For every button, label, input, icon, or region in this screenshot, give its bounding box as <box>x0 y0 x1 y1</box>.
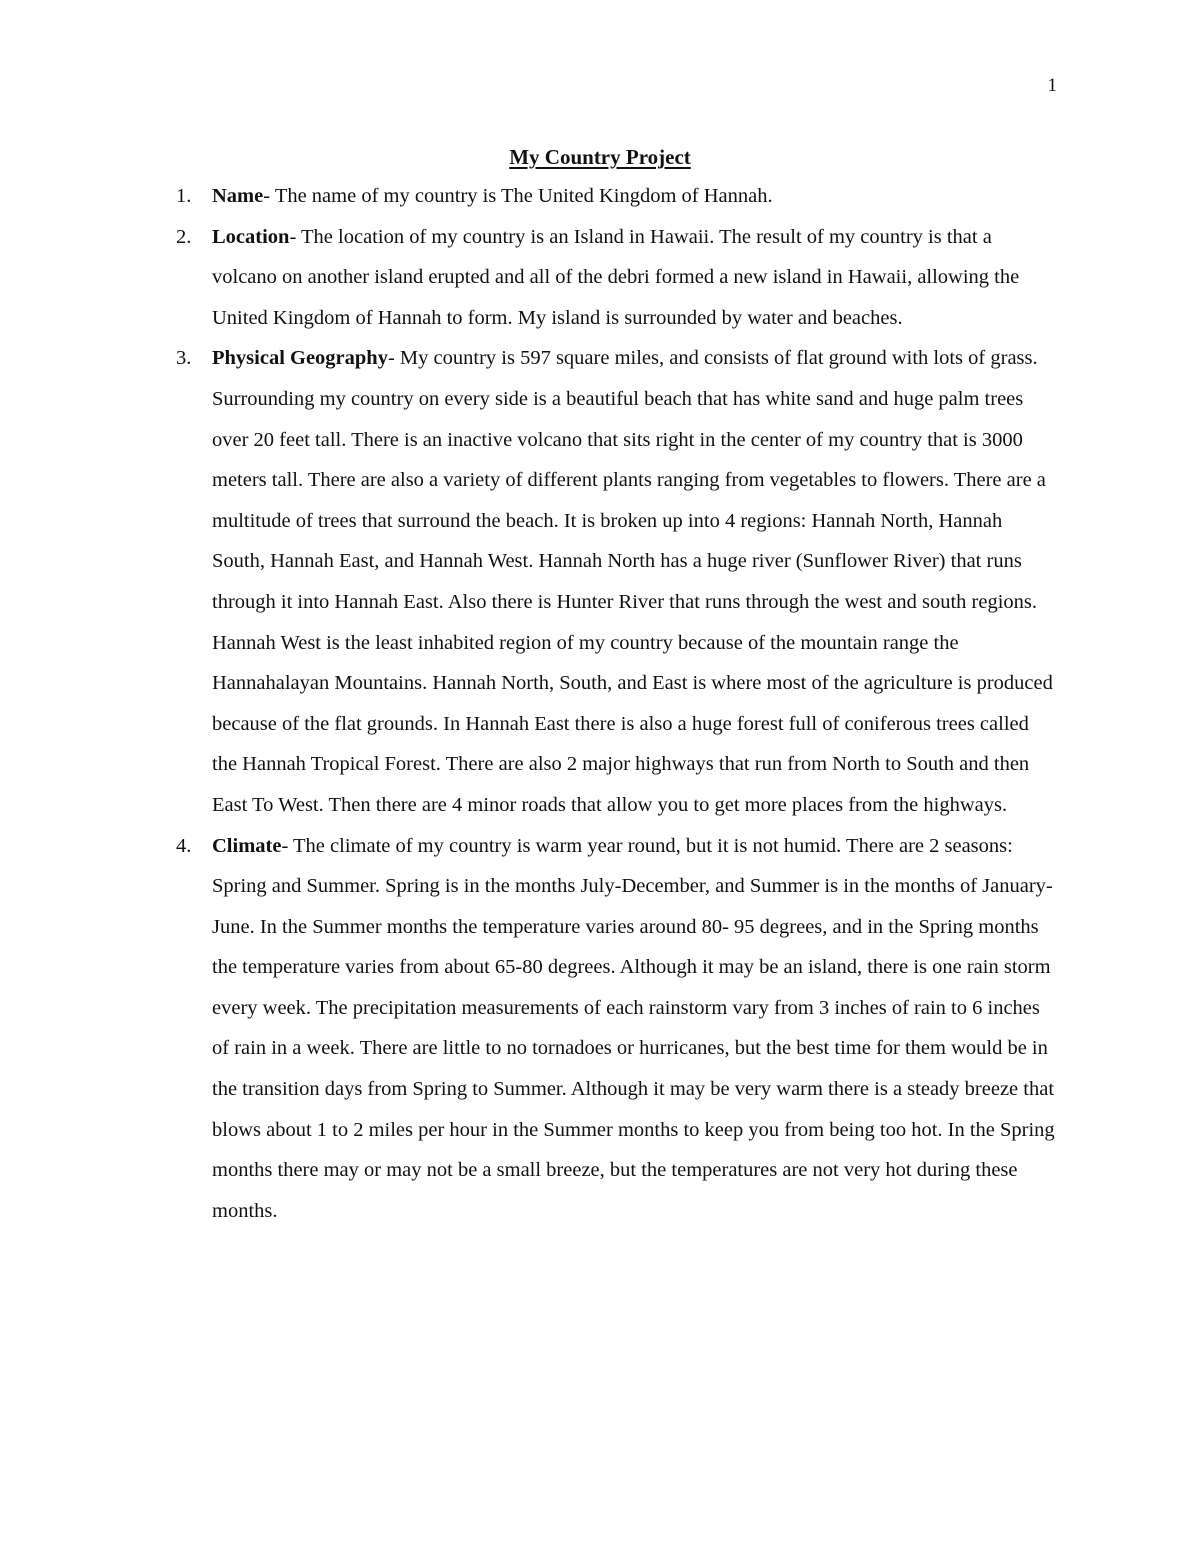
section-list <box>0 176 1200 1231</box>
section-heading: Physical Geography <box>212 347 388 370</box>
section-location <box>0 217 1200 339</box>
section-number: 3. <box>176 347 192 370</box>
section-climate <box>0 826 1200 1232</box>
section-number: 4. <box>176 834 192 857</box>
section-heading: Name <box>212 185 264 207</box>
section-text: - My country is 597 square miles, and consists of flat ground with lots of grass. Surrounding my country on every side is a beautiful beach that has white sand and huge palm trees over 20 feet tall. There is an inactive volcano that sits right in the center of my country that is 3000 meters tall. There are also a variety of different plants ranging from vegetables to flowers. There are a multitude of trees that surround the beach. It is broken up into 4 regions: Hannah North, Hannah South, Hannah East, and Hannah West. Hannah North has a huge river (Sunflower River) that runs through it into Hannah East. Also there is Hunter River that runs through the west and south regions. Hannah West is the least inhabited region of my country because of the mountain range the Hannahalayan Mountains. Hannah North, South, and East is where most of the agriculture is produced because of the flat grounds. In Hannah East there is also a huge forest full of coniferous trees called the Hannah Tropical Forest. There are also 2 major highways that run from North to South and then East To West. Then there are 4 minor roads that allow you to get more places from the highways. <box>212 347 1053 816</box>
document-title: My Country Project <box>509 145 691 169</box>
page-number: 1 <box>1047 75 1057 96</box>
section-name <box>0 176 1200 217</box>
section-text: - The climate of my country is warm year round, but it is not humid. There are 2 seasons: Spring and Summer. Spring is in the months July-December, and Summer is in the months of January- June. In the Summer months the temperature varies around 80- 95 degrees, and in the Spring months the temperature varies from about 65-80 degrees. Although it may be an island, there is one rain storm every week. The precipitation measurements of each rainstorm vary from 3 inches of rain to 6 inches of rain in a week. There are little to no tornadoes or hurricanes, but the best time for them would be in the transition days from Spring to Summer. Although it may be very warm there is a steady breeze that blows about 1 to 2 miles per hour in the Summer months to keep you from being too hot. In the Spring months there may or may not be a small breeze, but the temperatures are not very hot during these months. <box>212 834 1055 1222</box>
section-heading: Location <box>212 225 290 248</box>
section-number: 1. <box>176 185 192 207</box>
section-heading: Climate <box>212 834 282 857</box>
section-number: 2. <box>176 225 192 248</box>
section-text: - The name of my country is The United Kingdom of Hannah. <box>263 185 773 207</box>
section-physical-geography <box>0 338 1200 825</box>
section-text: - The location of my country is an Island in Hawaii. The result of my country is that a volcano on another island erupted and all of the debri formed a new island in Hawaii, allowing the United Kingdom of Hannah to form. My island is surrounded by water and beaches. <box>212 225 1020 329</box>
